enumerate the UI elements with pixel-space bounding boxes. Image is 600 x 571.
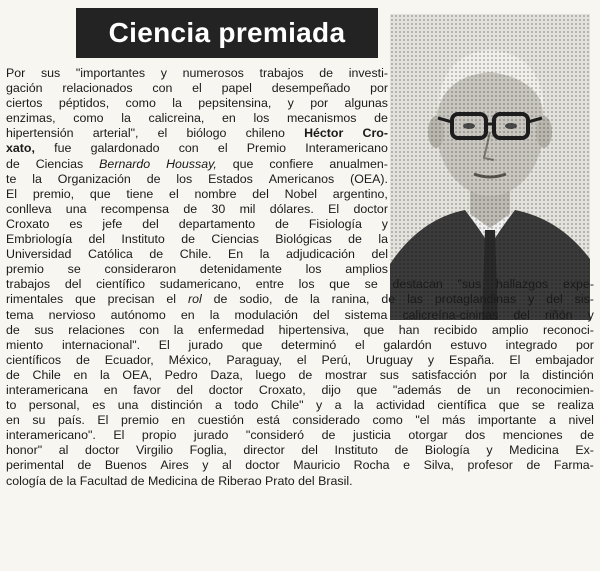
article-line: trabajos del científico sudamericano, entre los que se destacan "sus hallazgos expe- (6, 277, 594, 292)
article-line: conlleva una recompensa de 30 mil dólares. El doctor (6, 201, 388, 216)
article-line: enzimas, como la calicreina, en los mecanismos de (6, 111, 388, 126)
article-line: de Chile en la OEA, Pedro Daza, luego de mostrar sus satisfacción por la distinción (6, 367, 594, 382)
article-line: te la Organización de los Estados Americanos (OEA). (6, 171, 388, 186)
article-line: honor" al doctor Virgilio Foglia, director del Instituto de Biología y Medicina Ex- (6, 443, 594, 458)
article-line: científicos de Ecuador, México, Paraguay, el Perú, Uruguay y España. El embajador (6, 352, 594, 367)
article-line: gación relacionados con el papel desempeñado por (6, 81, 388, 96)
article-line: El premio, que tiene el nombre del Nobel argentino, (6, 186, 388, 201)
article-line: hipertensión arterial", el biólogo chileno Héctor Cro- (6, 126, 388, 141)
article-line: Por sus "importantes y numerosos trabajos de investi- (6, 66, 388, 80)
article-line: miento internacional". El jurado que determinó el galardón estuvo integrado por (6, 337, 594, 352)
article-line: to personal, es una distinción a todo Chile" y a la actividad científica que se realiza (6, 398, 594, 413)
article-line: de sus relaciones con la enfermedad hipertensiva, que han recibido amplio reconoci- (6, 322, 594, 337)
article-body (6, 66, 594, 489)
article-line: ciertos péptidos, como la pepsitensina, y por algunas (6, 96, 388, 111)
article-line: premio se consideraron detenidamente los amplios (6, 262, 388, 277)
article-line: Croxato es jefe del departamento de Fisiología y (6, 216, 388, 231)
article-line: tema nervioso autónomo en la modulación del sistema calicreína-cininas del riñón y (6, 307, 594, 322)
article-line: interamericana en favor del doctor Croxato, dijo que "además de un reconocimien- (6, 382, 594, 397)
article-line: interamericano". El propio jurado "consideró de justicia otorgar dos menciones de (6, 428, 594, 443)
article-line: cología de la Facultad de Medicina de Riberao Prato del Brasil. (6, 473, 353, 488)
article-line: Embriología del Instituto de Ciencias Biológicas de la (6, 232, 388, 247)
headline-banner (76, 8, 378, 58)
headline: Ciencia premiada (108, 17, 346, 48)
article-line: perimental de Buenos Aires y al doctor Mauricio Rocha e Silva, profesor de Farma- (6, 458, 594, 473)
article-line: de Ciencias Bernardo Houssay, que confiere anualmen- (6, 156, 388, 171)
article-line: en su país. El premio en cuestión está considerado como "el más importante a nivel (6, 413, 594, 428)
article-line: xato, fue galardonado con el Premio Interamericano (6, 141, 388, 156)
article-line: rimentales que precisan el rol de sodio, de la ranina, de las protaglandinas y del sis- (6, 292, 594, 307)
article-line: Universidad Católica de Chile. En la adjudicación del (6, 247, 388, 262)
